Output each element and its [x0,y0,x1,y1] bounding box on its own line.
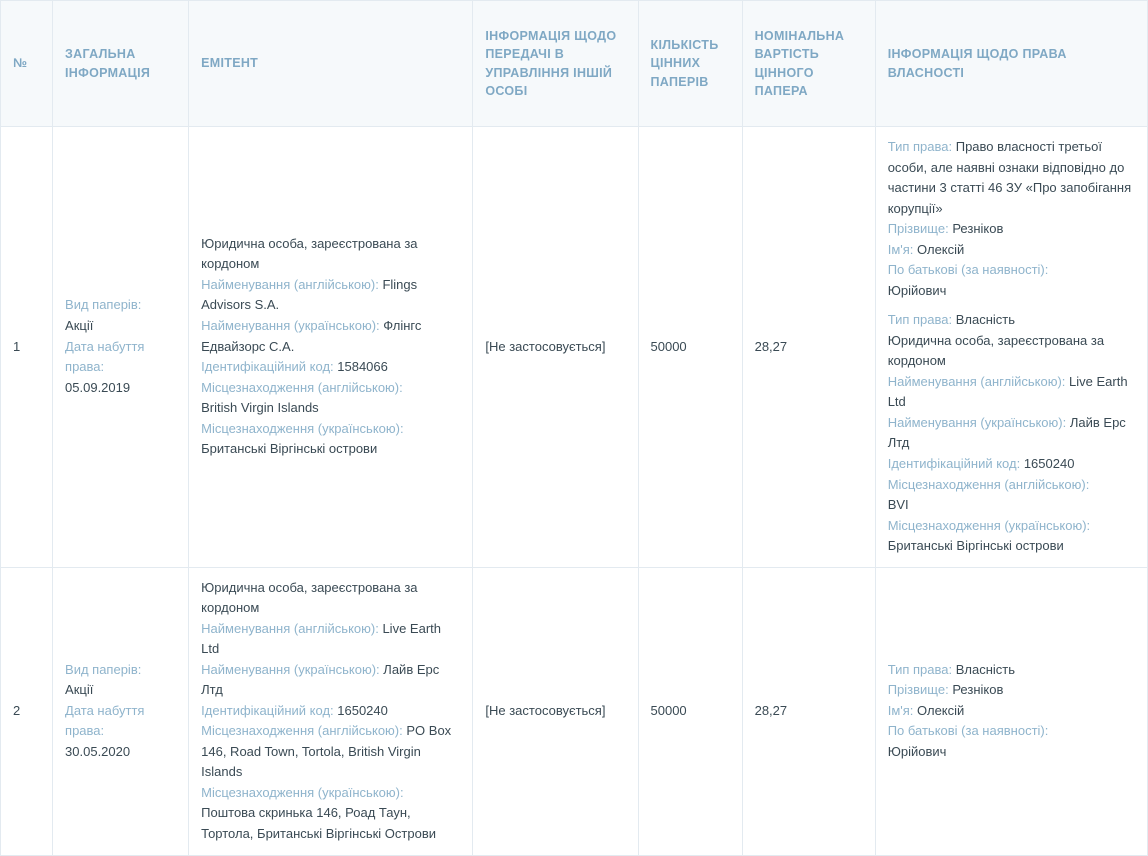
issuer-cell [189,127,473,568]
issuer-location-ua-label: Місцезнаходження (українською): [201,420,404,436]
firstname-value: Олексій [917,702,965,718]
right-type-value: Власність [955,661,1015,677]
issuer-id-code-value: 1650240 [337,702,388,718]
issuer-name-en-value: Flings Advisors S.A. [201,276,418,313]
ownership-info-cell [875,567,1147,855]
issuer-id-code-value: 1584066 [337,359,388,375]
ownership-block [888,137,1135,301]
column-header-ownership-info: ІНФОРМАЦІЯ ЩОДО ПРАВА ВЛАСНОСТІ [875,1,1147,127]
firstname-label: Ім'я: [887,702,914,718]
table-header [1,1,1148,127]
acquire-date-label: Дата набуття права: [65,702,145,739]
owner-name-ua-label: Найменування (українською): [887,414,1067,430]
patronymic-value: Юрійович [887,743,947,759]
nominal-value-cell: 28,27 [742,127,875,568]
general-info-cell [53,127,189,568]
owner-id-code-value: 1650240 [1023,455,1075,471]
row-number: 1 [1,127,53,568]
issuer-location-en-label: Місцезнаходження (англійською): [201,723,403,739]
column-header-general-info: ЗАГАЛЬНА ІНФОРМАЦІЯ [53,1,189,127]
right-type-value: Право власності третьої особи, але наявні ознаки відповідно до частини 3 статті 46 ЗУ «Про запобігання корупції» [887,139,1132,216]
paper-type-value: Акції [65,682,94,698]
surname-label: Прізвище: [887,682,949,698]
issuer-cell [189,567,473,855]
patronymic-label: По батькові (за наявності): [887,262,1049,278]
patronymic-label: По батькові (за наявності): [887,723,1049,739]
owner-name-en-label: Найменування (англійською): [887,373,1066,389]
owner-intro: Юридична особа, зареєстрована за кордоном [887,332,1105,369]
table-row [1,567,1148,855]
issuer-location-ua-label: Місцезнаходження (українською): [201,784,404,800]
issuer-intro: Юридична особа, зареєстрована за кордоном [201,235,418,272]
issuer-id-code-label: Ідентифікаційний код: [201,702,334,718]
surname-label: Прізвище: [887,221,949,237]
owner-location-en-label: Місцезнаходження (англійською): [887,476,1090,492]
paper-type-label: Вид паперів: [65,661,142,677]
surname-value: Резніков [952,221,1004,237]
right-type-value: Власність [955,312,1015,328]
issuer-intro: Юридична особа, зареєстрована за кордоном [201,579,418,616]
row-number: 2 [1,567,53,855]
issuer-name-ua-value: Лайв Ерс Лтд [201,661,440,698]
acquire-date-value: 05.09.2019 [65,379,131,395]
right-type-label: Тип права: [887,139,953,154]
issuer-location-ua-value: Британські Віргінські острови [201,441,378,457]
issuer-name-en-value: Live Earth Ltd [201,620,441,657]
issuer-name-en-label: Найменування (англійською): [201,620,379,636]
right-type-label: Тип права: [887,312,953,328]
table-header-row [1,1,1148,127]
firstname-label: Ім'я: [887,241,914,257]
general-info-cell [53,567,189,855]
securities-count-cell: 50000 [638,567,742,855]
firstname-value: Олексій [917,241,965,257]
issuer-location-ua-value: Поштова скринька 146, Роад Таун, Тортола, Британські Віргінські Острови [201,805,436,841]
ownership-info-cell [875,127,1147,568]
column-header-issuer: ЕМІТЕНТ [189,1,473,127]
paper-type-value: Акції [65,318,94,334]
column-header-number: № [1,1,53,127]
owner-location-ua-label: Місцезнаходження (українською): [887,517,1091,533]
issuer-location-en-label: Місцезнаходження (англійською): [201,379,403,395]
column-header-nominal-value: НОМІНАЛЬНА ВАРТІСТЬ ЦІННОГО ПАПЕРА [742,1,875,127]
nominal-value-cell: 28,27 [742,567,875,855]
owner-location-en-value: BVI [887,497,909,513]
owner-location-ua-value: Британські Віргінські острови [887,538,1064,554]
owner-name-en-value: Live Earth Ltd [887,373,1128,410]
issuer-id-code-label: Ідентифікаційний код: [201,359,334,375]
column-header-transfer-info: ІНФОРМАЦІЯ ЩОДО ПЕРЕДАЧІ В УПРАВЛІННЯ ІНШІЙ ОСОБІ [473,1,638,127]
issuer-name-en-label: Найменування (англійською): [201,276,379,292]
acquire-date-value: 30.05.2020 [65,743,131,759]
surname-value: Резніков [952,682,1004,698]
issuer-name-ua-label: Найменування (українською): [201,661,380,677]
owner-id-code-label: Ідентифікаційний код: [887,455,1021,471]
ownership-block [888,310,1135,556]
patronymic-value: Юрійович [887,282,947,298]
securities-count-cell: 50000 [638,127,742,568]
column-header-securities-count: КІЛЬКІСТЬ ЦІННИХ ПАПЕРІВ [638,1,742,127]
acquire-date-label: Дата набуття права: [65,338,145,375]
issuer-name-ua-label: Найменування (українською): [201,318,380,334]
table-body [1,127,1148,856]
ownership-block [888,660,1135,763]
transfer-info-cell: [Не застосовується] [473,127,638,568]
transfer-info-cell: [Не застосовується] [473,567,638,855]
paper-type-label: Вид паперів: [65,297,142,313]
table-row [1,127,1148,568]
right-type-label: Тип права: [887,661,953,677]
issuer-location-en-value: British Virgin Islands [201,400,319,416]
owner-name-ua-value: Лайв Ерс Лтд [887,414,1126,451]
issuer-name-ua-value: Флінгс Едвайзорс С.А. [201,318,422,354]
issuer-location-en-value: PO Box 146, Road Town, Tortola, British Virgin Islands [201,723,452,780]
